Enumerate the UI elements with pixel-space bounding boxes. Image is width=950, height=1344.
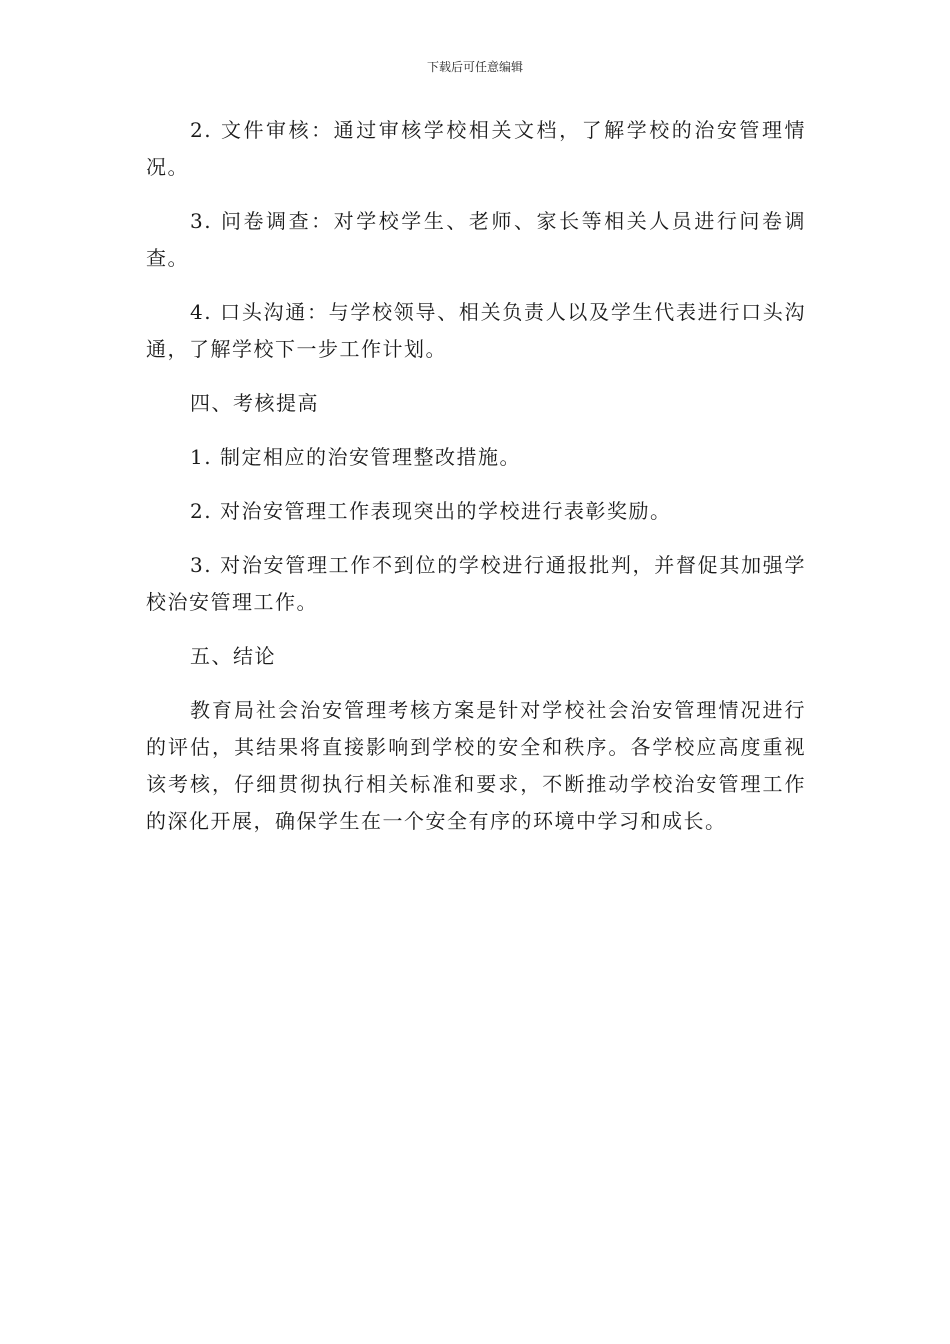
- section-heading-assessment: 四、考核提高: [190, 391, 319, 415]
- paragraph-commendation: 2. 对治安管理工作表现突出的学校进行表彰奖励。: [190, 499, 672, 523]
- section-heading-conclusion: 五、结论: [190, 644, 276, 668]
- paragraph-rectification: 1. 制定相应的治安管理整改措施。: [190, 445, 521, 469]
- paragraph-file-review: 2. 文件审核：通过审核学校相关文档，了解学校的治安管理情况。: [146, 118, 806, 179]
- paragraph-conclusion: 教育局社会治安管理考核方案是针对学校社会治安管理情况进行的评估，其结果将直接影响到学校的安全和秩序。各学校应高度重视该考核，仔细贯彻执行相关标准和要求，不断推动学校治安管理工作的深化开展，确保学生在一个安全有序的环境中学习和成长。: [146, 698, 806, 833]
- paragraph-criticism: 3. 对治安管理工作不到位的学校进行通报批判，并督促其加强学校治安管理工作。: [146, 553, 806, 614]
- page-header: 下载后可任意编辑: [426, 60, 523, 74]
- paragraph-questionnaire: 3. 问卷调查：对学校学生、老师、家长等相关人员进行问卷调查。: [146, 209, 806, 270]
- paragraph-oral-communication: 4. 口头沟通：与学校领导、相关负责人以及学生代表进行口头沟通，了解学校下一步工作计划。: [146, 300, 806, 361]
- document-body: [146, 112, 806, 840]
